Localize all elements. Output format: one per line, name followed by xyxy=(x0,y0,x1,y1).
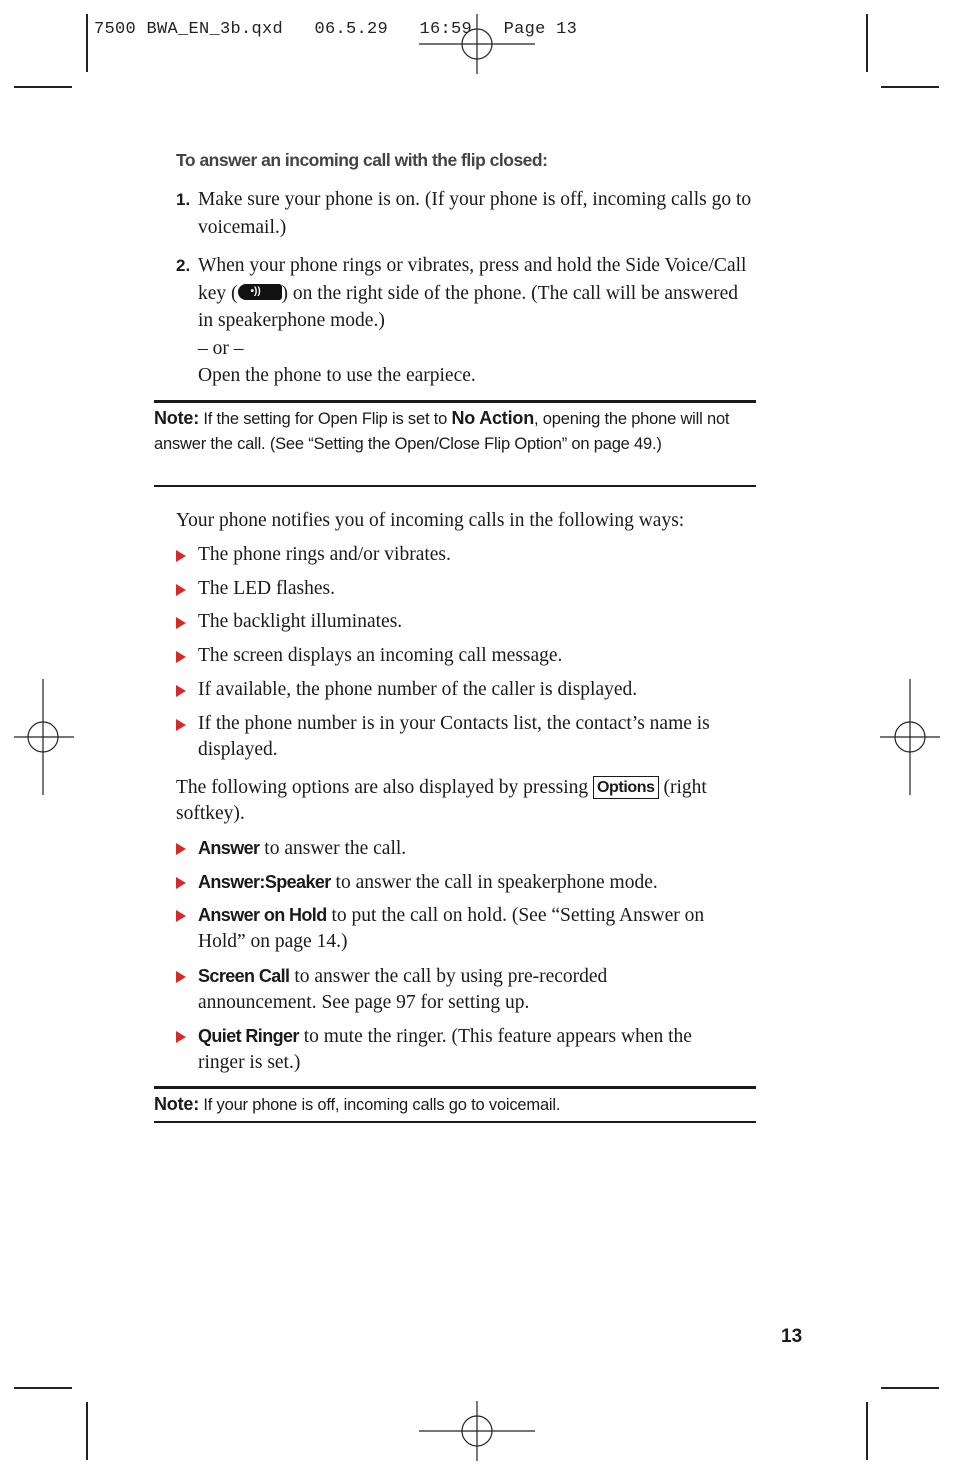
list-item xyxy=(176,576,746,602)
notify-intro: Your phone notifies you of incoming calls in the following ways: xyxy=(176,510,685,531)
crop-mark-top-left-v xyxy=(86,14,88,72)
note-text: , opening the phone will not answer the call. (See “Setting the Open/Close Flip Option” on page 49.) xyxy=(154,410,730,453)
list-item xyxy=(176,711,746,763)
step-text-part: When your phone rings or vibrates, press and hold the Side Voice/Call key ( xyxy=(198,255,747,304)
side-voice-call-key-icon: •)) xyxy=(238,284,282,300)
option-item-answer-speaker xyxy=(176,869,746,896)
option-item-answer-on-hold xyxy=(176,902,746,955)
step-text: Make sure your phone is on. (If your phone is off, incoming calls go to voicemail.) xyxy=(198,189,752,238)
note-label: Note: xyxy=(154,1094,199,1114)
option-term: Answer:Speaker xyxy=(198,872,331,892)
bullet-arrow-icon xyxy=(176,685,186,697)
note-bottom-rule xyxy=(154,1121,756,1123)
list-item-text: The LED flashes. xyxy=(198,578,335,599)
section-heading: To answer an incoming call with the flip closed: xyxy=(176,150,548,170)
bullet-arrow-icon xyxy=(176,584,186,596)
bullet-arrow-icon xyxy=(176,617,186,629)
bullet-arrow-icon xyxy=(176,843,186,855)
crop-mark-bottom-right-h xyxy=(881,1387,939,1389)
option-desc: to put the call on hold. (See “Setting Answer on Hold” on page 14.) xyxy=(198,905,705,952)
option-desc: to answer the call. xyxy=(259,838,407,859)
option-term: Answer on Hold xyxy=(198,905,327,925)
note-1 xyxy=(154,406,756,456)
list-item xyxy=(176,542,746,568)
note-bold: No Action xyxy=(451,408,534,428)
note-text: If the setting for Open Flip is set to xyxy=(199,410,452,428)
note-top-rule xyxy=(154,400,756,403)
options-intro-text: (right softkey). xyxy=(176,777,707,824)
step-text-part: ) on the right side of the phone. (The call will be answered in speakerphone mode.) xyxy=(198,282,739,331)
option-item-screen-call xyxy=(176,963,746,1016)
step-number: 1. xyxy=(176,190,191,209)
bullet-arrow-icon xyxy=(176,1031,186,1043)
page-number: 13 xyxy=(781,1326,803,1347)
crop-mark-top-right-h xyxy=(881,86,939,88)
option-desc: to answer the call by using pre-recorded announcement. See page 97 for setting up. xyxy=(198,966,608,1013)
list-item xyxy=(176,609,746,635)
registration-mark-left-icon xyxy=(14,679,74,795)
list-item-text: If the phone number is in your Contacts list, the contact’s name is displayed. xyxy=(198,713,710,760)
list-item-text: If available, the phone number of the caller is displayed. xyxy=(198,679,638,700)
step-or: – or – xyxy=(198,337,244,359)
list-item-text: The backlight illuminates. xyxy=(198,611,403,632)
options-intro xyxy=(176,775,761,827)
option-desc: to answer the call in speakerphone mode. xyxy=(330,872,658,893)
options-intro-text: The following options are also displayed by pressing xyxy=(176,777,594,798)
registration-mark-top-icon xyxy=(419,14,535,74)
option-term: Answer xyxy=(198,838,260,858)
options-softkey-label: Options xyxy=(593,776,659,799)
list-item xyxy=(176,677,746,703)
bullet-arrow-icon xyxy=(176,550,186,562)
crop-mark-bottom-left-v xyxy=(86,1402,88,1460)
list-item-text: The screen displays an incoming call message. xyxy=(198,645,563,666)
step-number: 2. xyxy=(176,256,191,275)
print-slug: 7500 BWA_EN_3b.qxd 06.5.29 16:59 Page 13 xyxy=(94,20,578,39)
step-alternative: Open the phone to use the earpiece. xyxy=(198,365,476,386)
step-2 xyxy=(176,252,756,390)
option-term: Quiet Ringer xyxy=(198,1026,299,1046)
registration-mark-bottom-icon xyxy=(419,1401,535,1461)
bullet-arrow-icon xyxy=(176,877,186,889)
option-item-answer xyxy=(176,835,746,862)
option-term: Screen Call xyxy=(198,966,290,986)
crop-mark-bottom-left-h xyxy=(14,1387,72,1389)
option-item-quiet-ringer xyxy=(176,1023,746,1076)
bullet-arrow-icon xyxy=(176,651,186,663)
note-bottom-rule xyxy=(154,485,756,487)
option-desc: to mute the ringer. (This feature appears when the ringer is set.) xyxy=(198,1026,692,1073)
note-text: If your phone is off, incoming calls go to voicemail. xyxy=(199,1096,561,1114)
list-item-text: The phone rings and/or vibrates. xyxy=(198,544,451,565)
note-top-rule xyxy=(154,1086,756,1089)
list-item xyxy=(176,643,746,669)
crop-mark-bottom-right-v xyxy=(866,1402,868,1460)
note-2 xyxy=(154,1092,756,1118)
bullet-arrow-icon xyxy=(176,971,186,983)
crop-mark-top-left-h xyxy=(14,86,72,88)
note-label: Note: xyxy=(154,408,199,428)
bullet-arrow-icon xyxy=(176,719,186,731)
crop-mark-top-right-v xyxy=(866,14,868,72)
step-1 xyxy=(176,186,756,241)
registration-mark-right-icon xyxy=(880,679,940,795)
step-text xyxy=(198,252,756,390)
bullet-arrow-icon xyxy=(176,910,186,922)
